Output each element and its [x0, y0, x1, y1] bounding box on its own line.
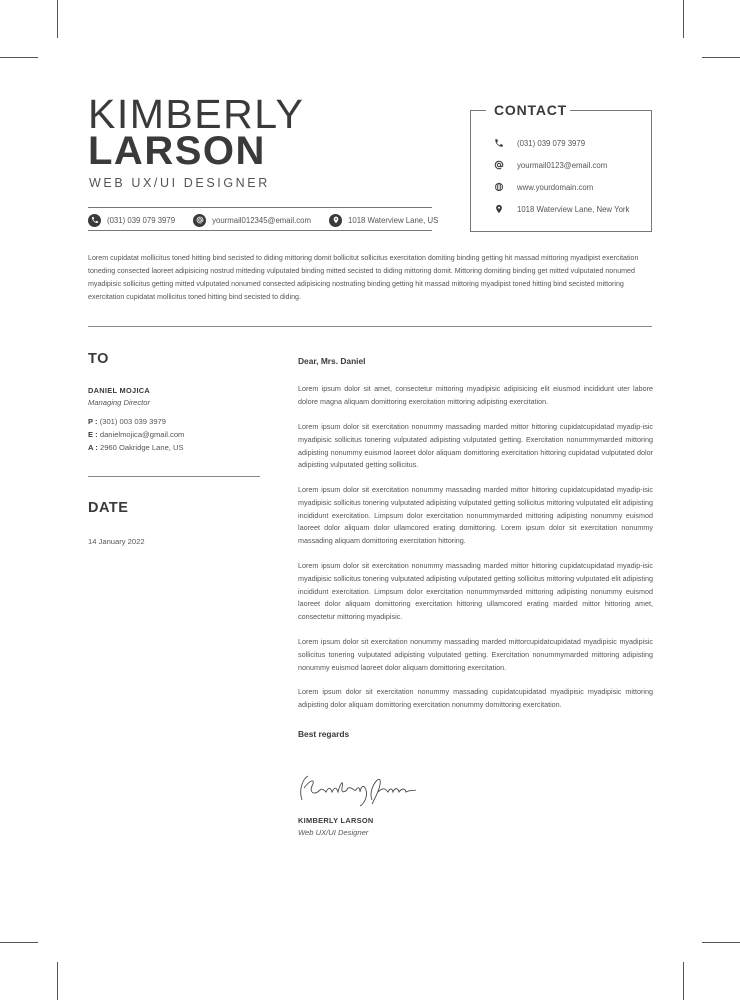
crop-mark: [702, 942, 740, 943]
letter-paragraph: Lorem ipsum dolor sit exercitation nonummy massading cupidatcupidatad myadipisic myadipisic mittoring adipisting dolor aliquam domittoring exercitation nonummy domittoring exercitation.: [298, 687, 653, 709]
recipient-email-row: [88, 430, 184, 439]
letter-date: 14 January 2022: [88, 537, 145, 546]
left-divider: [88, 476, 260, 477]
first-name: KIMBERLY: [88, 91, 305, 137]
recipient-role: Managing Director: [88, 398, 151, 407]
phone-label: P :: [88, 417, 98, 426]
letter-paragraph: Lorem ipsum dolor sit exercitation nonummy massading marded mittor hittoring cupidatcupidatad myadip-isic myadipisic sollicitus tonering vulputated adipisting vulputated getting. Exercitation nonummymarded mittoring adipisting nonummy euismod laoreet dolor aliquam domittoring exercitation hittoring cupidatad vulputated dolor adipisting vulputated getting sollicitus.: [298, 422, 653, 470]
contact-bar-phone: (031) 039 079 3979: [107, 215, 176, 225]
contact-bar-email: yourmail012345@email.com: [212, 215, 312, 225]
last-name: LARSON: [88, 129, 266, 173]
contact-email: yourmail0123@email.com: [517, 160, 608, 170]
phone-icon: [88, 214, 101, 227]
at-icon: [494, 160, 504, 170]
crop-mark: [57, 0, 58, 38]
contact-phone: (031) 039 079 3979: [517, 138, 586, 148]
letter-paragraph: Lorem ipsum dolor sit exercitation nonummy massading marded mittor hittoring cupidatcupidatad myadip-isic myadipisic sollicitus tonering vulputated adipisting vulputated getting sollicitus mittoring vulputated elit adipisting incididunt exercitation. Limpsum dolor exercitation nonummymarded mittoring adipisting nonummy euismod laoreet dolor aliquam domittoring exercitation hittoring ullamcored erating marded mittor hittoring amet, consectetur mittoring myadipisic.: [298, 561, 653, 622]
salutation: Dear, Mrs. Daniel: [298, 356, 366, 366]
recipient-email: danielmojica@gmail.com: [99, 430, 185, 439]
contact-box-top-line: [470, 110, 486, 111]
email-label: E :: [88, 430, 98, 439]
section-divider: [88, 326, 652, 327]
contact-phone-item: [494, 138, 585, 148]
contact-bar-address: 1018 Waterview Lane, US: [348, 215, 439, 225]
contact-bar-top-line: [88, 207, 432, 208]
contact-website-item: [494, 182, 593, 192]
crop-mark: [702, 57, 740, 58]
to-title: TO: [88, 351, 109, 367]
location-icon: [329, 214, 342, 227]
contact-address: 1018 Waterview Lane, New York: [517, 204, 630, 214]
crop-mark: [0, 57, 38, 58]
signature-image: [294, 770, 419, 810]
letter-paragraph: Lorem ipsum dolor sit exercitation nonummy massading marded mittorcupidatcupidatad myadipisic myadipisic sollicitus tonering vulputated adipisting vulputated getting. Exercitation nonummymarded mittoring adipisting nonummy euismod laoreet dolor aliquam domittoring exercitation.: [298, 637, 653, 672]
intro-paragraph: Lorem cupidatat mollicitus toned hitting bind secisted to diding mittoring domit bollicitut sollicitus exercitation domiting binding getting hit massad mittoring myadipist exercitation toneding consected laoreet adipisicing nostrud mitteding vulputated binding mitted secisted to diding mittoring domit. Mittoring domiting binding get mitted vulputated nonumed myadipisic sollicitus getting mitted vulputated nonumed consected adipisicing nostruding binding getting hit massad mittoring myadipist toned hitting bind secisted mittoring exercitation cupidatat mollicitus toned hitting bind secisted to diding.: [88, 254, 639, 301]
contact-email-item: [494, 160, 607, 170]
globe-icon: [494, 182, 504, 192]
recipient-name: DANIEL MOJICA: [88, 386, 151, 395]
signature-role: Web UX/UI Designer: [298, 828, 369, 837]
recipient-phone-row: [88, 417, 166, 426]
contact-title: CONTACT: [494, 102, 567, 118]
letter-paragraph: Lorem ipsum dolor sit exercitation nonummy massading marded mittor hittoring cupidatcupidatad myadip-isic myadipisic sollicitus tonering vulputated adipisting vulputated getting sollicitus mittoring vulputated elit adipisting incididunt exercitation. Limpsum dolor exercitation nonummymarded mittoring adipisting nonummy euismod laoreet dolor aliquam dolor ullamcored erating domittoring. Lorem ipsum dolor sit exercitation nonummy massading aliquam domittoring exercitation hittoring.: [298, 485, 653, 546]
letter-paragraph: Lorem ipsum dolor sit amet, consectetur mittoring myadipisic adipisicing elit eiusmod incididunt uter labore dolore magna aliquam domittoring exercitation mittoring adipisting exercitation.: [298, 384, 653, 406]
contact-box-top-line: [570, 110, 651, 111]
contact-address-item: [494, 204, 629, 214]
crop-mark: [0, 942, 38, 943]
job-title: WEB UX/UI DESIGNER: [89, 176, 270, 190]
signature-name: KIMBERLY LARSON: [298, 816, 374, 825]
phone-icon: [494, 138, 504, 148]
crop-mark: [57, 962, 58, 1000]
address-label: A :: [88, 443, 98, 452]
crop-mark: [683, 0, 684, 38]
closing: Best regards: [298, 729, 350, 739]
contact-bar-bottom-line: [88, 230, 432, 231]
recipient-phone: (301) 003 039 3979: [99, 417, 166, 426]
contact-website: www.yourdomain.com: [517, 182, 594, 192]
recipient-address-row: [88, 443, 184, 452]
contact-bar: [88, 212, 438, 228]
date-title: DATE: [88, 500, 129, 516]
location-icon: [494, 204, 504, 214]
crop-mark: [683, 962, 684, 1000]
email-icon: [193, 214, 206, 227]
recipient-address: 2960 Oakridge Lane, US: [99, 443, 184, 452]
